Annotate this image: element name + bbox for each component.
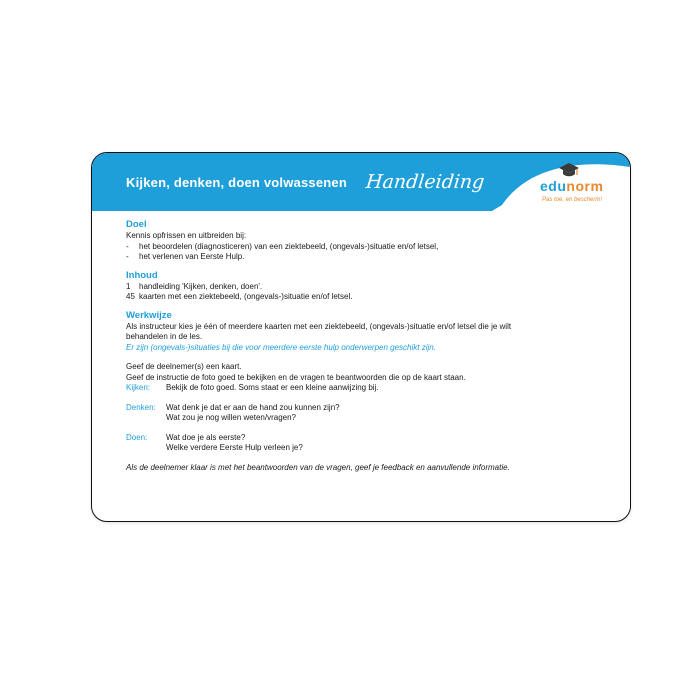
logo-tagline: Pas toe, en bescherm! xyxy=(542,197,603,203)
card-footer-note: Als de deelnemer klaar is met het beantwoorden van de vragen, geef je feedback en aanvullende informatie. xyxy=(126,462,510,472)
werkwijze-step2: Geef de instructie de foto goed te bekijken en de vragen te beantwoorden die op de kaart staan. xyxy=(126,372,466,382)
list-item: 45 kaarten met een ziektebeeld, (ongevals-)situatie en/of letsel. xyxy=(126,292,353,301)
section-heading-doel: Doel xyxy=(126,219,147,230)
section-heading-inhoud: Inhoud xyxy=(126,269,158,281)
logo-wordmark: edunorm xyxy=(540,178,604,194)
instruction-card xyxy=(91,152,631,522)
list-item: 1 handleiding 'Kijken, denken, doen'. xyxy=(126,281,263,291)
doel-intro: Kennis opfrissen en uitbreiden bij: xyxy=(126,231,247,240)
card-content xyxy=(126,219,606,473)
werkwijze-line1: Als instructeur kies je één of meerdere kaarten met een ziektebeeld, (ongevals-)situatie en/of letsel die je wilt xyxy=(126,321,512,331)
card-title: Kijken, denken, doen volwassenen xyxy=(126,175,347,190)
kijken-row: Kijken: Bekijk de foto goed. Soms staat er een kleine aanwijzing bij. xyxy=(126,383,379,392)
section-heading-werkwijze: Werkwijze xyxy=(126,309,172,321)
denken-row-2: Wat zou je nog willen weten/vragen? xyxy=(166,413,296,422)
denken-row: Denken: Wat denk je dat er aan de hand zou kunnen zijn? xyxy=(126,402,340,412)
edunorm-logo xyxy=(532,161,620,215)
card-subtitle: Handleiding xyxy=(364,171,486,193)
werkwijze-step1: Geef de deelnemer(s) een kaart. xyxy=(126,362,242,371)
werkwijze-note: Er zijn (ongevals-)situaties bij die voor meerdere eerste hulp onderwerpen geschikt zijn. xyxy=(126,342,436,352)
list-item: - het verlenen van Eerste Hulp. xyxy=(126,252,245,261)
graduation-cap-icon xyxy=(558,161,580,179)
doen-row: Doen: Wat doe je als eerste? xyxy=(126,432,246,442)
werkwijze-line2: behandelen in de les. xyxy=(126,332,203,341)
list-item: - het beoordelen (diagnosticeren) van een ziektebeeld, (ongevals-)situatie en/of letsel, xyxy=(126,241,439,251)
doen-row-2: Welke verdere Eerste Hulp verleen je? xyxy=(166,443,303,452)
